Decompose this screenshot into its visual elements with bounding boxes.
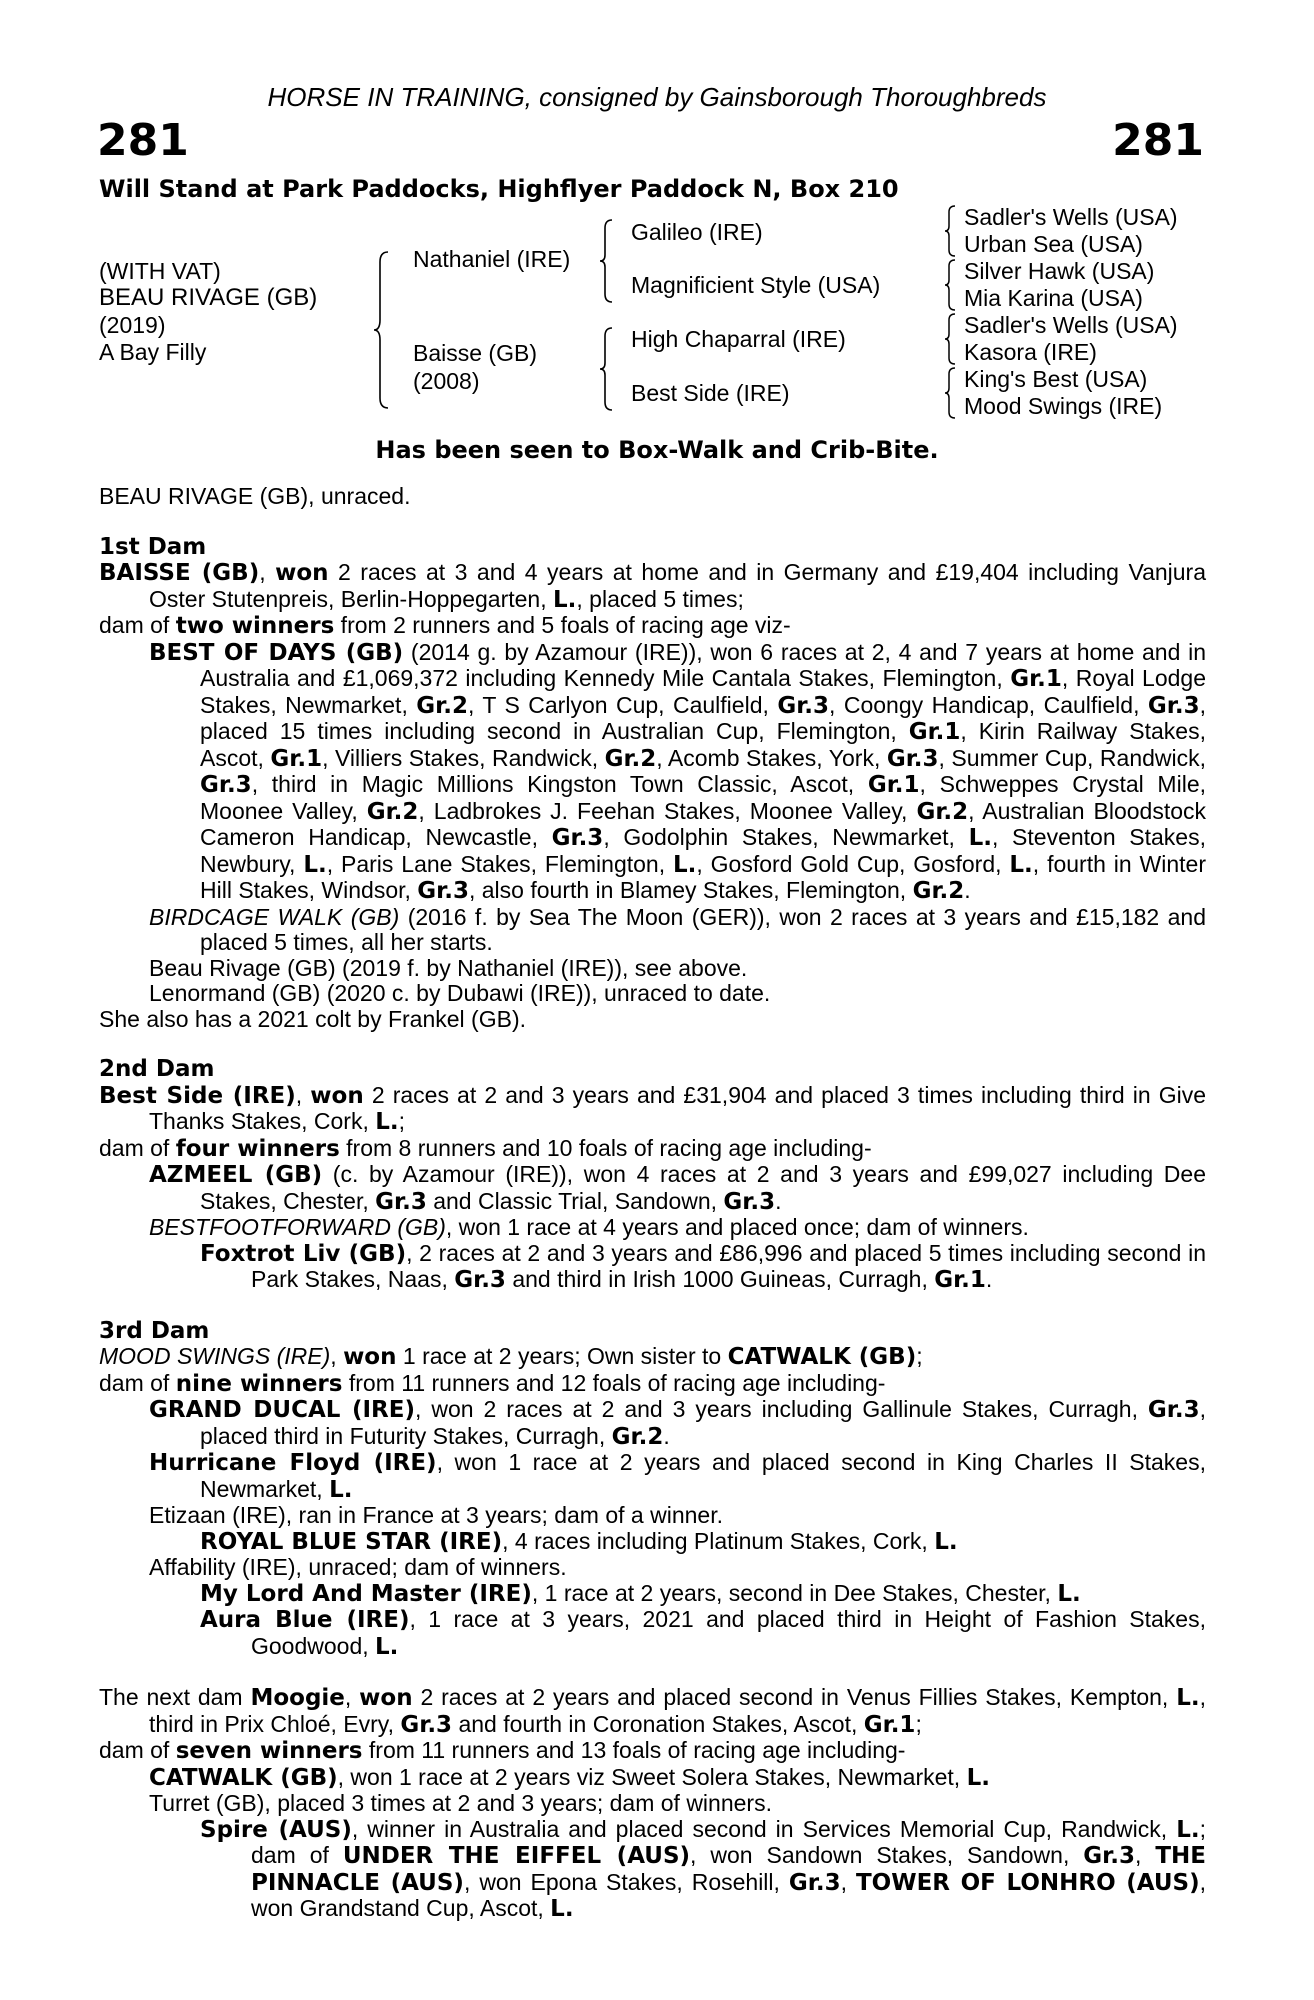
ped-ddd: Mood Swings (IRE) xyxy=(964,393,1163,419)
dam2-produce-summary: dam of four winners from 8 runners and 10 foals of racing age including- xyxy=(99,1134,872,1162)
sire-sire: Galileo (IRE) xyxy=(631,219,763,245)
ped-sss: Sadler's Wells (USA) xyxy=(964,204,1178,230)
produce-azmeel: AZMEEL (GB) (c. by Azamour (IRE)), won 4 races at 2 and 3 years and £99,027 including Dee Stakes, Chester, Gr.3 and Classic Trial, Sandown, Gr.3. xyxy=(149,1161,1206,1215)
produce-lenormand: Lenormand (GB) (2020 c. by Dubawi (IRE)), unraced to date. xyxy=(149,980,771,1006)
produce-spire: Spire (AUS), winner in Australia and placed second in Services Memorial Cup, Randwick, L.; dam of UNDER THE EIFFEL (AUS), won Sandown Stakes, Sandown, Gr.3, THE PINNACLE (AUS), won Epona Stakes, Rosehill, Gr.3, TOWER OF LONHRO (AUS), won Grandstand Cup, Ascot, L. xyxy=(200,1815,1207,1922)
lot-number-right: 281 xyxy=(1112,115,1204,166)
produce-grand-ducal: GRAND DUCAL (IRE), won 2 races at 2 and 3 years including Gallinule Stakes, Curragh, Gr.3, placed third in Futurity Stakes, Curragh, Gr.2. xyxy=(149,1396,1206,1450)
produce-royal-blue-star: ROYAL BLUE STAR (IRE), 4 races including Platinum Stakes, Cork, L. xyxy=(200,1527,958,1555)
produce-etizaan: Etizaan (IRE), ran in France at 3 years; dam of a winner. xyxy=(149,1502,723,1528)
catalogue-body xyxy=(99,484,1206,1923)
brace-sd xyxy=(943,258,959,312)
vice-warning: Has been seen to Box-Walk and Crib-Bite. xyxy=(375,436,939,464)
produce-my-lord-and-master: My Lord And Master (IRE), 1 race at 2 years, second in Dee Stakes, Chester, L. xyxy=(200,1579,1081,1607)
produce-turret: Turret (GB), placed 3 times at 2 and 3 years; dam of winners. xyxy=(149,1790,772,1816)
dam-name: Baisse (GB) xyxy=(413,340,537,366)
brace-dam xyxy=(598,326,616,412)
stand-location: Will Stand at Park Paddocks, Highflyer Paddock N, Box 210 xyxy=(99,175,899,203)
dam2-record: Best Side (IRE), won 2 races at 2 and 3 years and £31,904 and placed 3 times including third in Give Thanks Stakes, Cork, L.; xyxy=(99,1081,1207,1135)
intro-line: BEAU RIVAGE (GB), unraced. xyxy=(99,483,411,509)
next-dam-produce-summary: dam of seven winners from 11 runners and 13 foals of racing age including- xyxy=(99,1737,906,1764)
ped-dsd: Kasora (IRE) xyxy=(964,339,1097,365)
produce-beau-rivage: Beau Rivage (GB) (2019 f. by Nathaniel (IRE)), see above. xyxy=(149,954,748,981)
dam1-produce-summary: dam of two winners from 2 runners and 5 foals of racing age viz- xyxy=(99,612,791,639)
ped-sdd: Mia Karina (USA) xyxy=(964,285,1143,311)
dam-dam: Best Side (IRE) xyxy=(631,380,790,406)
horse-name: BEAU RIVAGE (GB) xyxy=(99,284,318,311)
horse-year: (2019) xyxy=(99,312,166,338)
ped-ssd: Urban Sea (USA) xyxy=(964,231,1143,257)
dam3-heading: 3rd Dam xyxy=(99,1317,210,1344)
dam2-heading: 2nd Dam xyxy=(99,1056,215,1082)
produce-foxtrot-liv: Foxtrot Liv (GB), 2 races at 2 and 3 years and £86,996 and placed 5 times including second in Park Stakes, Naas, Gr.3 and third in Irish 1000 Guineas, Curragh, Gr.1. xyxy=(200,1239,1207,1293)
vat-note: (WITH VAT) xyxy=(99,258,221,284)
sire-dam: Magnificient Style (USA) xyxy=(631,272,881,298)
dam-sire: High Chaparral (IRE) xyxy=(631,326,846,352)
produce-aura-blue: Aura Blue (IRE), 1 race at 3 years, 2021 and placed third in Height of Fashion Stakes, Goodwood, L. xyxy=(200,1606,1206,1660)
page-header: HORSE IN TRAINING, consigned by Gainsborough Thoroughbreds xyxy=(267,82,1047,112)
produce-birdcage-walk: BIRDCAGE WALK (GB) (2016 f. by Sea The Moon (GER)), won 2 races at 3 years and £15,182 and placed 5 times, all her starts. xyxy=(149,903,1206,955)
produce-bestfootforward: BESTFOOTFORWARD (GB), won 1 race at 4 years and placed once; dam of winners. xyxy=(149,1214,1029,1240)
brace-ds xyxy=(943,312,959,366)
produce-2021-colt: She also has a 2021 colt by Frankel (GB). xyxy=(99,1005,526,1032)
dam1-record: BAISSE (GB), won 2 races at 3 and 4 years at home and in Germany and £19,404 including Vanjura Oster Stutenpreis, Berlin-Hoppegarten, L., placed 5 times; xyxy=(99,559,1207,613)
brace-sire xyxy=(598,218,616,304)
produce-hurricane-floyd: Hurricane Floyd (IRE), won 1 race at 2 years and placed second in King Charles II Stakes, Newmarket, L. xyxy=(149,1449,1206,1503)
produce-affability: Affability (IRE), unraced; dam of winners. xyxy=(149,1554,567,1580)
dam3-record: MOOD SWINGS (IRE), won 1 race at 2 years; Own sister to CATWALK (GB); xyxy=(99,1343,923,1370)
sire-name: Nathaniel (IRE) xyxy=(413,246,571,272)
brace-main xyxy=(372,250,392,410)
horse-sex: A Bay Filly xyxy=(99,339,207,365)
produce-catwalk: CATWALK (GB), won 1 race at 2 years viz Sweet Solera Stakes, Newmarket, L. xyxy=(149,1763,990,1791)
ped-dss: Sadler's Wells (USA) xyxy=(964,312,1178,338)
dam1-heading: 1st Dam xyxy=(99,533,207,560)
lot-number-left: 281 xyxy=(97,115,189,166)
next-dam-record: The next dam Moogie, won 2 races at 2 years and placed second in Venus Fillies Stakes, Kempton, L., third in Prix Chloé, Evry, Gr.3 and fourth in Coronation Stakes, Ascot, Gr.1; xyxy=(99,1684,1206,1738)
produce-best-of-days: BEST OF DAYS (GB) (2014 g. by Azamour (IRE)), won 6 races at 2, 4 and 7 years at home and in Australia and £1,069,372 including Kennedy Mile Cantala Stakes, Flemington, Gr.1, Royal Lodge Stakes, Newmarket, Gr.2, T S Carlyon Cup, Caulfield, Gr.3, Coongy Handicap, Caulfield, Gr.3, placed 15 times including second in Australian Cup, Flemington, Gr.1, Kirin Railway Stakes, Ascot, Gr.1, Villiers Stakes, Randwick, Gr.2, Acomb Stakes, York, Gr.3, Summer Cup, Randwick, Gr.3, third in Magic Millions Kingston Town Classic, Ascot, Gr.1, Schweppes Crystal Mile, Moonee Valley, Gr.2, Ladbrokes J. Feehan Stakes, Moonee Valley, Gr.2, Australian Bloodstock Cameron Handicap, Newcastle, Gr.3, Godolphin Stakes, Newmarket, L., Steventon Stakes, Newbury, L., Paris Lane Stakes, Flemington, L., Gosford Gold Cup, Gosford, L., fourth in Winter Hill Stakes, Windsor, Gr.3, also fourth in Blamey Stakes, Flemington, Gr.2. xyxy=(149,638,1207,904)
brace-ss xyxy=(943,204,959,258)
dam-year: (2008) xyxy=(413,368,480,394)
brace-dd xyxy=(943,366,959,420)
ped-dds: King's Best (USA) xyxy=(964,366,1148,392)
ped-sds: Silver Hawk (USA) xyxy=(964,258,1155,284)
dam3-produce-summary: dam of nine winners from 11 runners and 12 foals of racing age including- xyxy=(99,1369,886,1397)
